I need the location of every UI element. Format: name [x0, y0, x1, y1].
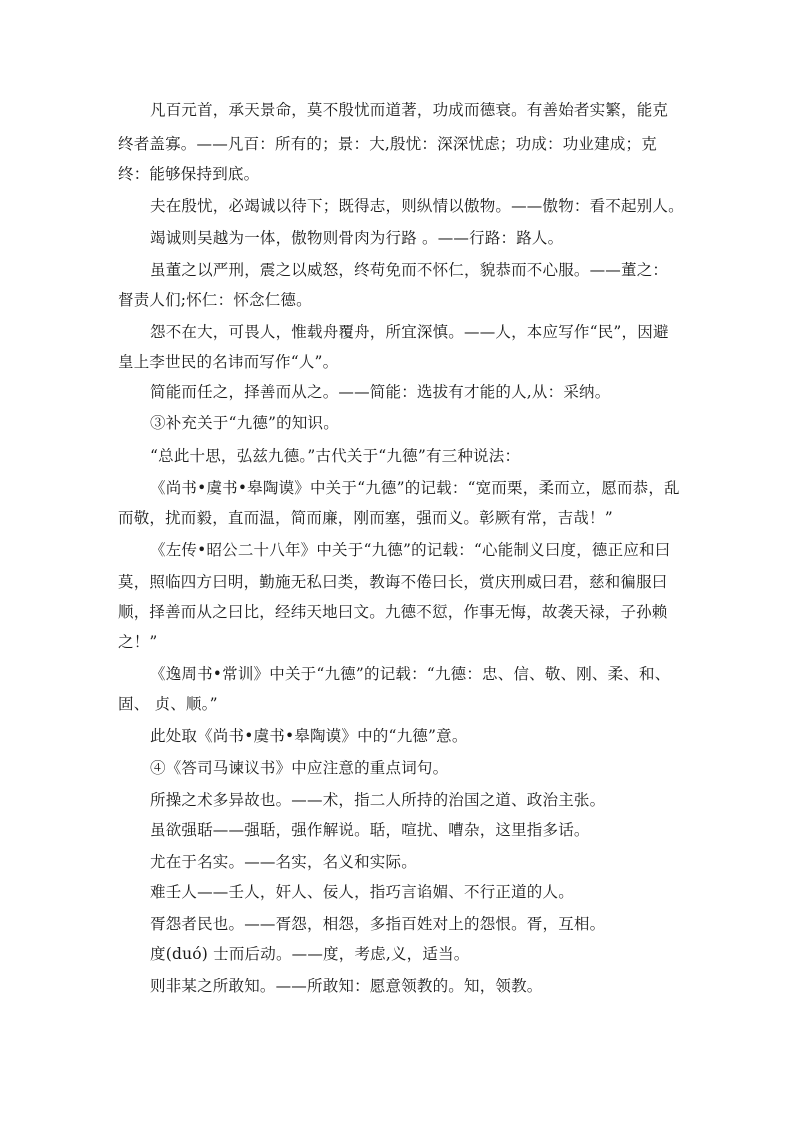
text-line: 竭诚则吴越为一体，傲物则骨肉为行路 。——行路：路人。	[150, 229, 564, 247]
text-line: 《尚书•虞书•皋陶谟》中关于“九德”的记载：“宽而栗，柔而立，愿而恭，乱	[150, 479, 680, 497]
text-line: 之！”	[118, 633, 158, 651]
text-line: 皇上李世民的名讳而写作“人”。	[118, 353, 339, 371]
text-line: 此处取《尚书•虞书•皋陶谟》中的“九德”意。	[150, 727, 468, 745]
text-line: 而敬，扰而毅，直而温，简而廉，刚而塞，强而义。彰厥有常，吉哉！”	[118, 509, 613, 527]
section-heading: ③补充关于“九德”的知识。	[150, 414, 339, 432]
text-line: 《左传•昭公二十八年》中关于“九德”的记载：“心能制义曰度，德正应和曰	[150, 541, 671, 559]
text-line: 怨不在大，可畏人，惟载舟覆舟，所宜深慎。——人，本应写作“民”，因避	[150, 323, 669, 341]
text-line: 顺，择善而从之曰比，经纬天地曰文。九德不愆，作事无悔，故袭天禄，子孙赖	[118, 603, 668, 621]
text-line: 终者盖寡。——凡百：所有的；景：大,殷忧：深深忧虑；功成：功业建成；克	[118, 135, 657, 153]
text-line: 虽欲强聒——强聒，强作解说。聒，喧扰、嘈杂，这里指多话。	[150, 821, 590, 839]
text-line: 难壬人——壬人，奸人、佞人，指巧言谄媚、不行正道的人。	[150, 883, 574, 901]
text-line: 则非某之所敢知。——所敢知：愿意领教的。知，领教。	[150, 977, 543, 995]
text-line: 终：能够保持到底。	[118, 165, 260, 183]
text-line: 《逸周书•常训》中关于“九德”的记载：“九德：忠、信、敬、刚、柔、和、	[150, 665, 671, 683]
text-line: 虽董之以严刑，震之以威怒，终苟免而不怀仁，貌恭而不心服。——董之：	[150, 261, 669, 279]
text-line: 固、 贞、顺。”	[118, 695, 218, 713]
section-heading: ④《答司马谏议书》中应注意的重点词句。	[150, 759, 449, 777]
text-line: 度(duó) 士而后动。——度，考虑,义，适当。	[150, 945, 470, 963]
text-line: 莫，照临四方曰明，勤施无私曰类，教诲不倦曰长，赏庆刑威曰君，慈和徧服曰	[118, 573, 668, 591]
text-line: “总此十思，弘兹九德。”古代关于“九德”有三种说法：	[150, 447, 521, 465]
text-line: 夫在殷忧，必竭诚以待下；既得志，则纵情以傲物。——傲物：看不起别人。	[150, 197, 684, 215]
text-line: 督责人们;怀仁：怀念仁德。	[118, 291, 312, 309]
text-line: 尤在于名实。——名实，名义和实际。	[150, 853, 417, 871]
text-line: 胥怨者民也。——胥怨，相怨，多指百姓对上的怨恨。胥，互相。	[150, 915, 606, 933]
text-line: 所操之术多异故也。——术，指二人所持的治国之道、政治主张。	[150, 791, 606, 809]
text-line: 简能而任之，择善而从之。——简能：选拔有才能的人,从：采纳。	[150, 383, 611, 401]
text-line: 凡百元首，承天景命，莫不殷忧而道著，功成而德衰。有善始者实繁，能克	[150, 101, 669, 119]
